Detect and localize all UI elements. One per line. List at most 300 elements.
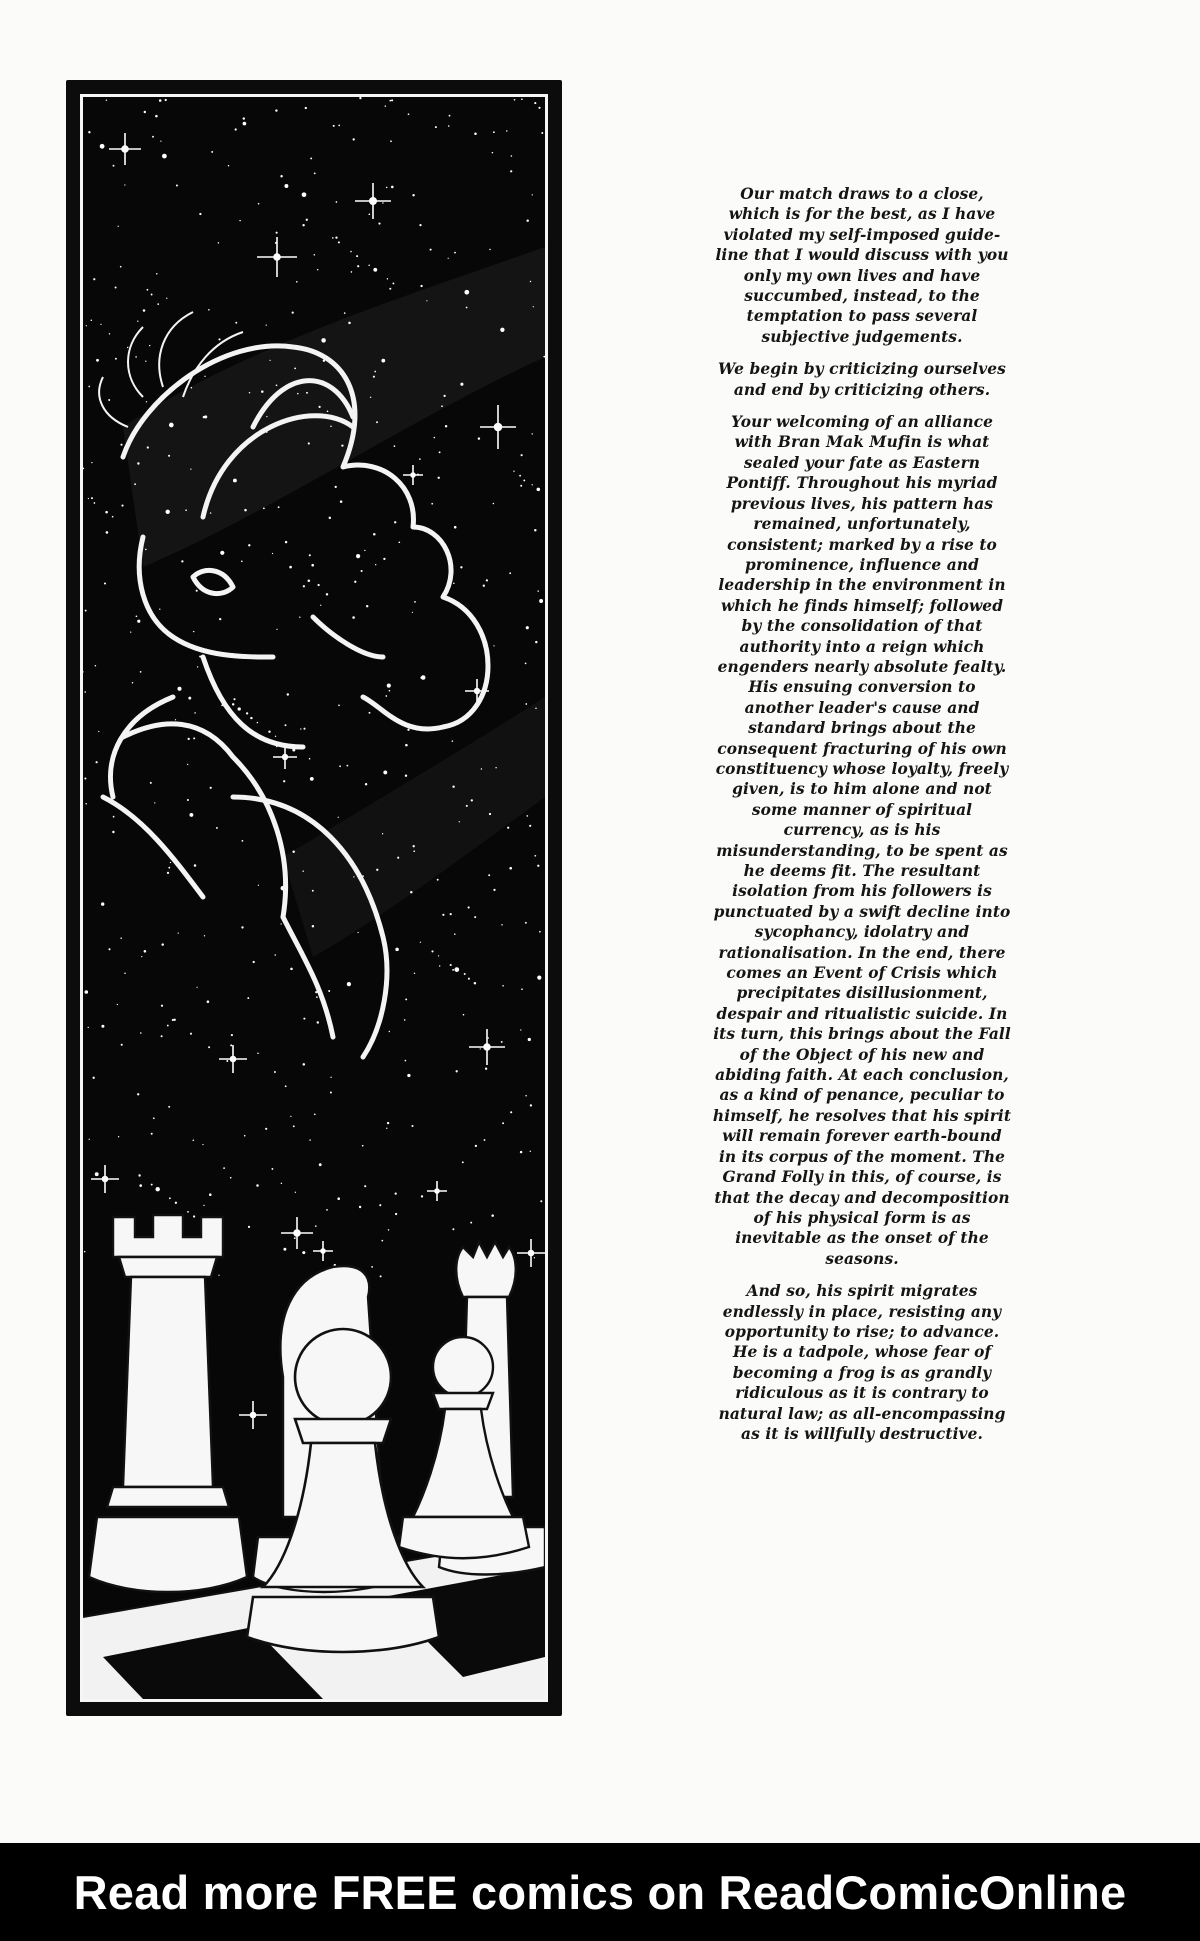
star <box>161 1035 163 1037</box>
star <box>93 1077 95 1079</box>
star <box>398 541 400 543</box>
star <box>208 1046 210 1048</box>
star <box>421 1195 423 1197</box>
star <box>309 758 311 760</box>
star <box>525 703 527 705</box>
star <box>326 593 328 595</box>
star <box>250 717 252 719</box>
star <box>95 665 96 666</box>
star <box>309 1139 310 1140</box>
star <box>364 550 365 551</box>
star <box>431 503 433 505</box>
star <box>474 133 477 136</box>
star <box>145 549 147 551</box>
star <box>382 202 383 203</box>
star <box>481 768 482 769</box>
star <box>421 675 426 680</box>
star <box>454 526 457 529</box>
star <box>314 254 316 256</box>
star <box>147 289 149 291</box>
star <box>514 99 516 101</box>
star <box>152 136 154 138</box>
star <box>501 1041 503 1043</box>
star <box>144 111 146 113</box>
star <box>91 462 92 463</box>
star <box>317 584 319 586</box>
star <box>311 564 314 567</box>
star <box>121 1044 123 1046</box>
star <box>299 617 300 618</box>
star <box>388 1229 390 1231</box>
star <box>157 303 159 305</box>
star <box>233 479 237 483</box>
star <box>448 125 450 127</box>
star <box>124 184 125 185</box>
star <box>534 102 536 104</box>
star <box>359 97 361 99</box>
star <box>168 1106 170 1108</box>
star <box>529 825 531 827</box>
star <box>191 387 193 389</box>
star <box>290 968 293 971</box>
star <box>420 285 422 287</box>
star <box>351 271 353 273</box>
star <box>392 282 394 284</box>
star <box>302 1251 305 1254</box>
star <box>303 1018 305 1020</box>
star <box>303 585 305 587</box>
star <box>230 1177 232 1179</box>
star <box>327 411 329 413</box>
star <box>385 695 387 697</box>
star <box>204 376 205 377</box>
star <box>493 889 495 891</box>
star <box>93 278 95 280</box>
star <box>373 268 377 272</box>
star <box>302 192 307 197</box>
star <box>280 923 281 924</box>
star <box>391 99 393 101</box>
star <box>381 359 385 363</box>
star <box>169 423 174 428</box>
star <box>386 1128 387 1129</box>
star <box>193 1140 195 1142</box>
star <box>112 831 114 833</box>
star <box>412 194 414 196</box>
star <box>135 356 137 358</box>
star <box>257 722 258 723</box>
star <box>445 425 447 427</box>
star <box>188 738 190 740</box>
star <box>168 867 170 869</box>
star <box>294 1237 296 1239</box>
star <box>438 955 439 956</box>
star <box>405 744 408 747</box>
star <box>338 704 340 706</box>
star <box>91 319 93 321</box>
star <box>412 612 413 613</box>
star <box>525 1095 526 1096</box>
star <box>216 827 218 829</box>
star <box>410 891 412 893</box>
star <box>165 99 167 101</box>
star <box>218 338 220 340</box>
star <box>258 885 259 886</box>
star <box>525 922 527 924</box>
star <box>353 138 355 140</box>
star <box>117 1004 118 1005</box>
star <box>235 128 237 130</box>
star <box>120 444 122 446</box>
star <box>141 956 142 957</box>
star <box>108 399 110 401</box>
star <box>176 184 178 186</box>
star <box>285 1085 287 1087</box>
star <box>387 684 391 688</box>
star <box>356 554 360 558</box>
star <box>137 321 138 322</box>
star <box>232 703 234 705</box>
star <box>238 707 241 710</box>
star <box>181 560 183 562</box>
star <box>310 777 314 781</box>
star <box>161 1005 163 1007</box>
star <box>303 728 305 730</box>
star <box>306 392 308 394</box>
star <box>379 1204 381 1206</box>
star <box>85 803 87 805</box>
star <box>153 1117 155 1119</box>
star <box>486 579 488 581</box>
star <box>466 805 468 807</box>
star <box>485 1068 487 1070</box>
star <box>210 512 211 513</box>
star <box>239 220 240 221</box>
star <box>204 415 207 418</box>
star <box>285 541 287 543</box>
star <box>316 996 318 998</box>
star <box>136 615 138 617</box>
star <box>175 1202 177 1204</box>
promo-banner-text[interactable]: Read more FREE comics on ReadComicOnline <box>73 1865 1127 1919</box>
star <box>228 165 229 166</box>
star <box>387 278 388 279</box>
star <box>330 425 332 427</box>
star <box>188 697 191 700</box>
star <box>167 1025 169 1027</box>
star <box>130 631 131 632</box>
star <box>389 288 391 290</box>
star <box>502 1122 504 1124</box>
star <box>513 471 514 472</box>
star <box>190 468 191 469</box>
star <box>290 1116 291 1117</box>
star <box>106 531 109 534</box>
star <box>431 950 433 952</box>
star <box>244 509 247 512</box>
star <box>525 663 527 665</box>
star <box>353 876 354 877</box>
star <box>85 990 89 994</box>
prose-column <box>712 184 1012 1456</box>
promo-banner[interactable] <box>0 1843 1200 1941</box>
star <box>140 1032 142 1034</box>
star <box>295 1192 296 1193</box>
star <box>98 731 99 732</box>
star <box>196 590 198 592</box>
star <box>435 126 437 128</box>
star <box>88 131 90 133</box>
star <box>475 1145 477 1147</box>
star <box>137 620 140 623</box>
star <box>220 551 224 555</box>
star <box>534 529 536 531</box>
star <box>256 1184 259 1187</box>
star <box>356 255 358 257</box>
star <box>468 906 470 908</box>
star <box>120 266 122 268</box>
star <box>488 1037 489 1038</box>
star <box>344 312 346 314</box>
star <box>430 249 432 251</box>
star <box>378 223 380 225</box>
star <box>266 324 267 325</box>
star <box>154 802 155 803</box>
star <box>265 1128 267 1130</box>
star <box>115 286 117 288</box>
star <box>219 618 221 620</box>
star <box>302 224 304 226</box>
star <box>308 580 311 583</box>
star <box>218 242 219 243</box>
star <box>315 1225 317 1227</box>
star <box>150 782 152 784</box>
star <box>108 948 110 950</box>
star <box>194 864 197 867</box>
star <box>319 406 321 408</box>
star <box>463 1014 465 1016</box>
star <box>292 312 294 314</box>
star <box>86 325 87 326</box>
star <box>365 783 367 785</box>
star <box>520 1029 521 1030</box>
star <box>448 258 449 259</box>
star <box>368 264 370 266</box>
star <box>511 155 513 157</box>
star <box>383 770 387 774</box>
star <box>391 186 394 189</box>
star <box>441 405 443 407</box>
star <box>312 925 314 927</box>
star <box>338 125 340 127</box>
star <box>520 485 522 487</box>
star <box>303 1063 306 1066</box>
star <box>361 570 363 572</box>
star <box>442 914 444 916</box>
paragraph-4: And so, his spirit migrates endlessly in place, resisting any opportunity to rise; to advance. He is a tadpole, whose fear of becoming a frog is as grandly ridiculous as it is contrary to natural law; as all-encompassing as it is willfully destructive. <box>718 1282 1006 1443</box>
star <box>530 1151 531 1152</box>
star <box>247 997 249 999</box>
star <box>510 170 512 172</box>
star <box>373 533 376 536</box>
star <box>521 98 523 100</box>
star <box>95 1172 99 1176</box>
star <box>454 967 459 972</box>
star <box>420 942 421 943</box>
star <box>530 1104 532 1106</box>
star <box>175 719 176 720</box>
star <box>308 442 310 444</box>
star <box>187 1211 189 1213</box>
star <box>534 1257 535 1258</box>
star <box>248 544 250 546</box>
star <box>438 477 440 479</box>
star <box>352 616 355 619</box>
star <box>500 328 504 332</box>
star <box>283 780 285 782</box>
star <box>147 446 149 448</box>
star <box>246 712 248 714</box>
star <box>439 451 441 453</box>
star <box>94 502 96 504</box>
star <box>453 583 455 585</box>
star <box>449 115 451 117</box>
star <box>535 708 537 710</box>
star <box>362 1145 364 1147</box>
illustration-panel <box>66 80 562 1716</box>
star <box>196 987 197 988</box>
star <box>340 500 343 503</box>
star <box>397 857 399 859</box>
star <box>350 251 352 253</box>
star <box>285 724 287 726</box>
star <box>207 1000 210 1003</box>
star <box>452 969 454 971</box>
paragraph-3: Your welcoming of an alliance with Bran Mak Mufin is what sealed your fate as Eastern Pontiff. Throughout his myriad previous lives, his pattern has remained, unfortunately, consistent; marked by a rise to prominence, influence and leadership in the environment in which he finds himself; followed by the consolidation of that authority into a reign which engenders nearly absolute fealty. His ensuing conversion to another leader's cause and standard brings about the consequent fracturing of his own constituency whose loyalty, freely given, is to him alone and not some manner of spiritual currency, as is his misunderstanding, to be spent as he deems fit. The resultant isolation from his followers is punctuated by a swift decline into sycophancy, idolatry and rationalisation. In the end, there comes an Event of Crisis which precipitates disillusionment, despair and ritualistic suicide. In its turn, this brings about the Fall of the Object of his new and abiding faith. At each conclusion, as a kind of penance, peculiar to himself, he resolves that his spirit will remain forever earth-bound in its corpus of the moment. The Grand Folly in this, of course, is that the decay and decomposition of his physical form is as inevitable as the onset of the seasons. <box>712 413 1012 1268</box>
star <box>263 508 265 510</box>
star <box>484 1139 486 1141</box>
star <box>84 1251 86 1253</box>
star <box>244 1135 246 1137</box>
star <box>121 505 123 507</box>
star <box>231 1034 233 1036</box>
paragraph-1: Our match draws to a close, which is for the best, as I have violated my self-imposed guide-line that I would discuss with you only my own lives and have succumbed, instead, to the temptation to pass several subjective judgements. <box>715 185 1009 346</box>
star <box>235 322 237 324</box>
star <box>405 774 407 776</box>
star <box>493 645 494 646</box>
star <box>337 1197 340 1200</box>
star <box>375 564 376 565</box>
star <box>139 1184 142 1187</box>
space-chess-scene-icon <box>83 97 545 1699</box>
star <box>443 395 445 397</box>
star <box>335 236 337 238</box>
star <box>289 566 292 569</box>
star <box>501 924 502 925</box>
star <box>520 1151 522 1153</box>
star <box>452 740 454 742</box>
star <box>187 764 188 765</box>
star <box>204 935 205 936</box>
star <box>269 360 270 361</box>
star <box>274 954 276 956</box>
star <box>149 345 150 346</box>
star <box>531 433 532 434</box>
star <box>534 855 536 857</box>
star <box>319 1163 322 1166</box>
star <box>96 761 98 763</box>
star <box>411 1125 413 1127</box>
star <box>151 1184 153 1186</box>
star <box>314 1113 316 1115</box>
star <box>407 1074 410 1077</box>
star <box>537 865 539 867</box>
star <box>483 585 485 587</box>
star <box>193 631 194 632</box>
star <box>510 1111 512 1113</box>
star <box>156 273 158 275</box>
star <box>538 107 540 109</box>
star <box>489 249 490 250</box>
star <box>459 821 460 822</box>
star <box>233 698 235 700</box>
star <box>169 1197 171 1199</box>
star <box>105 511 108 514</box>
star <box>537 976 541 980</box>
star <box>249 392 250 393</box>
star <box>533 306 534 307</box>
star <box>127 347 128 348</box>
star <box>88 1027 89 1028</box>
star <box>330 1077 331 1078</box>
paragraph-2: We begin by criticizing ourselves and end by criticizing others. <box>718 360 1006 399</box>
star <box>276 232 278 234</box>
star <box>413 845 415 847</box>
star <box>452 786 454 788</box>
star <box>272 553 273 554</box>
star <box>294 368 296 370</box>
star <box>488 874 490 876</box>
star <box>492 152 494 154</box>
star <box>159 609 160 610</box>
star <box>369 712 371 714</box>
star <box>271 1168 273 1170</box>
star <box>383 558 385 560</box>
star <box>312 890 314 892</box>
star <box>364 1185 366 1187</box>
star <box>300 728 301 729</box>
star <box>502 985 504 987</box>
star <box>373 376 375 378</box>
star <box>317 269 318 270</box>
star <box>248 1226 250 1228</box>
star <box>370 397 371 398</box>
star <box>140 671 142 673</box>
star <box>395 948 399 952</box>
star <box>197 666 198 667</box>
star <box>96 359 99 362</box>
star <box>335 486 337 488</box>
star <box>146 401 147 402</box>
star <box>106 99 107 100</box>
star <box>332 237 334 239</box>
star <box>155 1187 159 1191</box>
star <box>170 862 171 863</box>
star <box>120 937 122 939</box>
star <box>387 1122 389 1124</box>
star <box>151 1133 153 1135</box>
star <box>132 682 134 684</box>
